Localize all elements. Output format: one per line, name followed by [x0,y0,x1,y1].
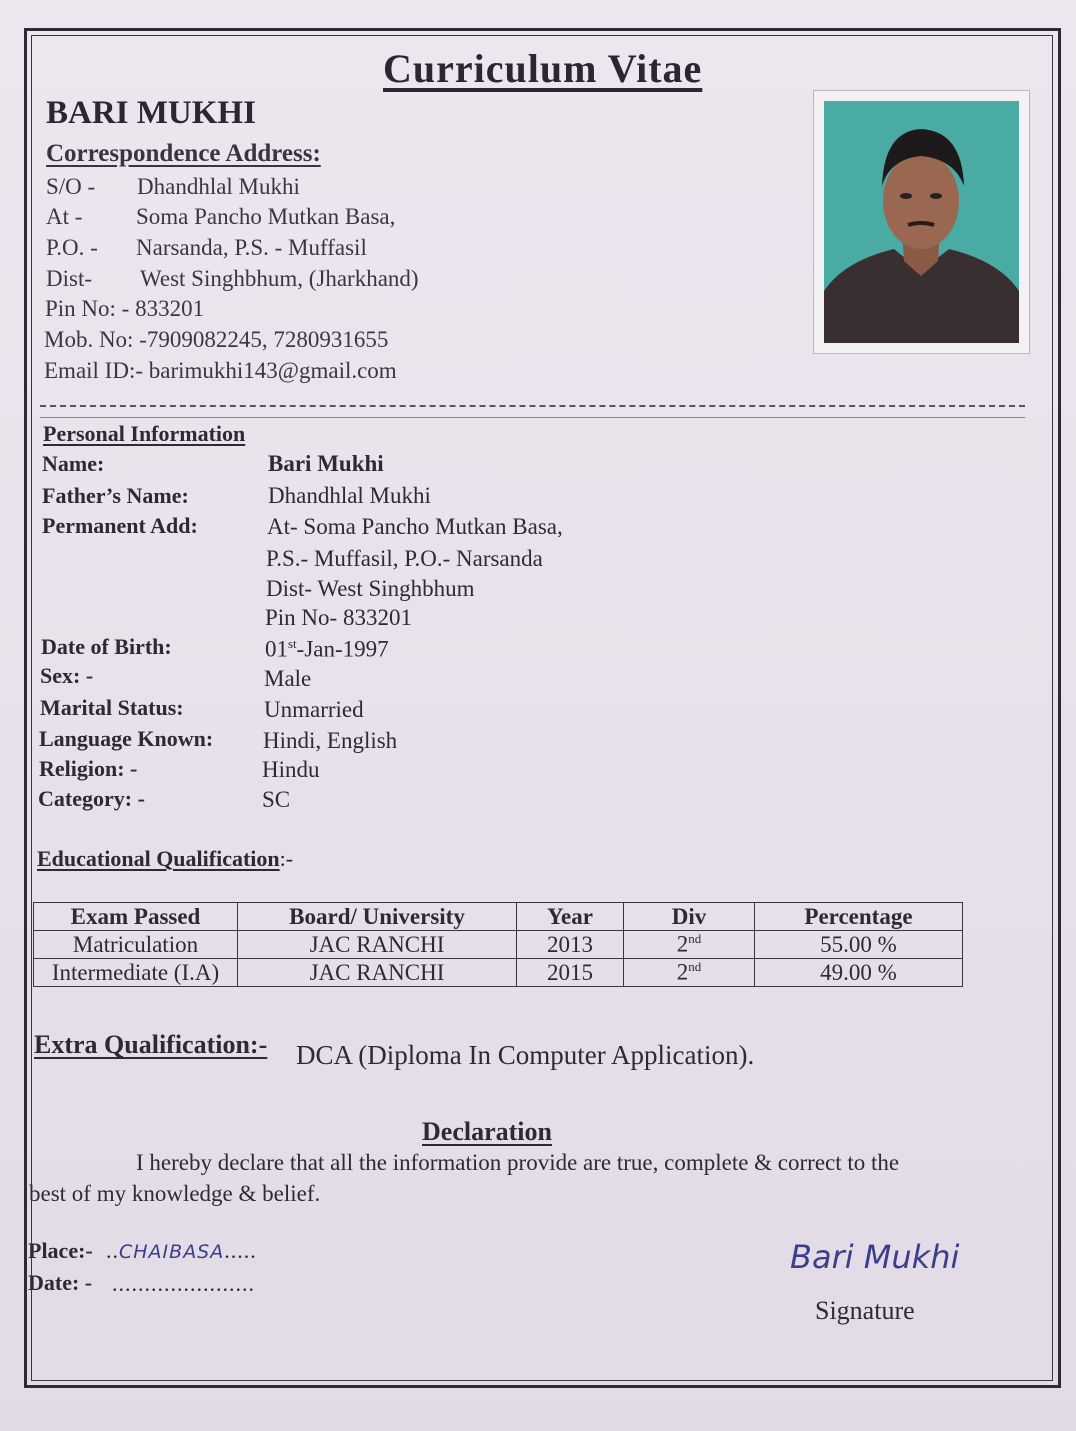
board-cell: JAC RANCHI [238,931,517,959]
table-row [34,931,963,959]
education-heading: Educational Qualification:- [37,846,294,871]
place-handwritten: CHAIBASA [119,1241,225,1263]
div-cell: 2nd [624,931,755,959]
language-label: Language Known: [39,726,214,751]
permanent-address-label: Permanent Add: [42,513,198,538]
name-value: Bari Mukhi [268,451,384,476]
col-board-university: Board/ University [238,903,517,931]
corr-mobile: Mob. No: -7909082245, 7280931655 [44,327,389,352]
date-label: Date: - [28,1270,93,1295]
corr-label-at: At - [46,204,83,229]
document-title: Curriculum Vitae [383,46,703,91]
applicant-name: BARI MUKHI [46,95,256,131]
percentage-cell: 49.00 % [755,959,963,987]
signature-label: Signature [815,1296,915,1325]
marital-value: Unmarried [264,697,364,722]
dob-label: Date of Birth: [41,634,172,659]
place-label: Place:- [28,1238,93,1263]
place-field: ..CHAIBASA..... [106,1238,257,1263]
personal-info-heading: Personal Information [43,421,246,446]
father-value: Dhandhlal Mukhi [268,483,431,508]
correspondence-heading: Correspondence Address: [46,140,321,167]
religion-value: Hindu [262,757,320,782]
section-divider-line [40,417,1025,418]
language-value: Hindi, English [263,728,398,753]
year-cell: 2013 [517,931,624,959]
date-field: ...................... [112,1271,255,1296]
sex-value: Male [264,666,312,691]
signature-handwritten: Bari Mukhi [790,1238,960,1276]
corr-value-so: Dhandhlal Mukhi [137,174,300,199]
col-exam-passed: Exam Passed [34,903,238,931]
category-label: Category: - [38,786,145,811]
extra-qualification-label: Extra Qualification:- [34,1030,268,1059]
extra-qualification-value: DCA (Diploma In Computer Application). [296,1040,755,1070]
percentage-cell: 55.00 % [755,931,963,959]
education-table-header [34,903,963,931]
section-divider-dashed [40,405,1025,407]
declaration-line-1: I hereby declare that all the information provide are true, complete & correct to the [136,1150,900,1175]
applicant-photo [824,101,1019,343]
sex-label: Sex: - [40,663,94,688]
declaration-line-2: best of my knowledge & belief. [29,1181,321,1206]
father-label: Father’s Name: [42,483,189,508]
permanent-address-line-1: At- Soma Pancho Mutkan Basa, [267,514,563,539]
board-cell: JAC RANCHI [238,959,517,987]
category-value: SC [262,787,291,812]
corr-pin: Pin No: - 833201 [45,296,205,321]
applicant-photo-frame [813,90,1030,354]
exam-cell: Matriculation [34,931,238,959]
corr-label-po: P.O. - [46,235,98,260]
div-cell: 2nd [624,959,755,987]
corr-label-dist: Dist- [46,266,92,291]
year-cell: 2015 [517,959,624,987]
corr-label-so: S/O - [46,174,96,199]
col-percentage: Percentage [755,903,963,931]
corr-value-po: Narsanda, P.S. - Muffasil [136,235,367,260]
corr-value-at: Soma Pancho Mutkan Basa, [136,204,396,229]
dob-value: 01st-Jan-1997 [265,636,389,662]
declaration-heading: Declaration [422,1117,552,1146]
name-label: Name: [42,451,105,476]
corr-email: Email ID:- barimukhi143@gmail.com [44,358,397,383]
corr-value-dist: West Singhbhum, (Jharkhand) [140,266,419,291]
exam-cell: Intermediate (I.A) [34,959,238,987]
permanent-address-line-2: P.S.- Muffasil, P.O.- Narsanda [266,546,543,571]
permanent-address-line-4: Pin No- 833201 [265,605,412,630]
marital-label: Marital Status: [40,695,184,720]
religion-label: Religion: - [39,756,138,781]
col-year: Year [517,903,624,931]
table-row [34,959,963,987]
permanent-address-line-3: Dist- West Singhbhum [266,576,475,601]
col-div: Div [624,903,755,931]
education-table [33,902,963,987]
